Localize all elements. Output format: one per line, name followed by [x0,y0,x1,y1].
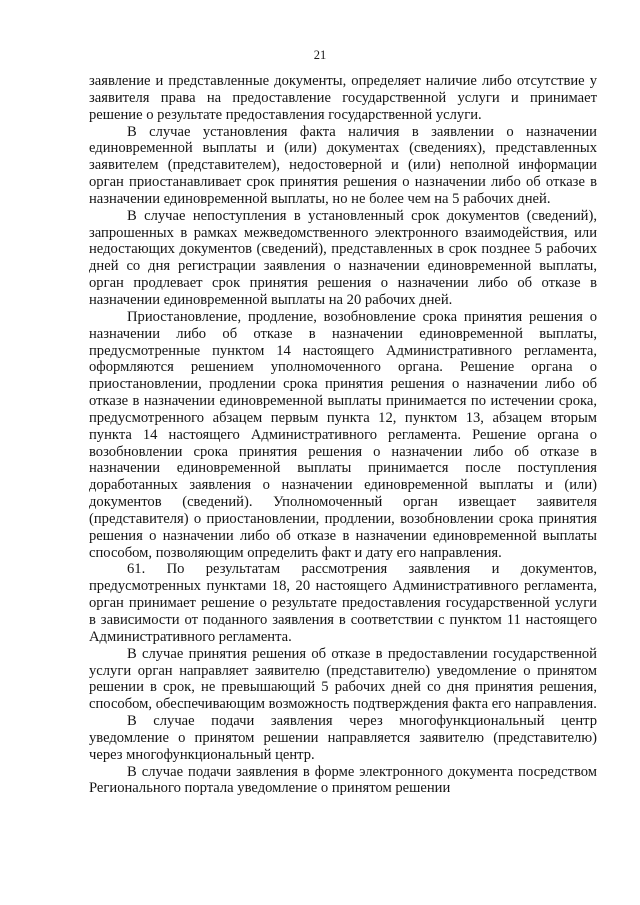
paragraph-portal-notice: В случае подачи заявления в форме электронного документа посредством Регионального портала уведомление о принятом решении [89,763,597,797]
paragraph-refusal-notice: В случае принятия решения об отказе в предоставлении государственной услуги орган направляет заявителю (представителю) уведомление о принятом решении в срок, не превышающий 5 рабочих дней со дня принятия решения, способом, обеспечивающим возможность подтверждения факта его направления. [89,645,597,713]
paragraph-mfc-notice: В случае подачи заявления через многофункциональный центр уведомление о принятом решении направляется заявителю (представителю) через многофункциональный центр. [89,713,597,763]
paragraph-suspension-of-term: В случае установления факта наличия в заявлении о назначении единовременной выплаты и (или) документах (сведениях), представленных заявителем (представителем), недостоверной и (или) неполной информации орган приостанавливает срок принятия решения о назначении либо об отказе в назначении единовременной выплаты, но не более чем на 5 рабочих дней. [89,123,597,207]
paragraph-extension-of-term: В случае непоступления в установленный срок документов (сведений), запрошенных в рамках межведомственного электронного взаимодействия, или недостающих документов (сведений), представленных в срок позднее 5 рабочих дней со дня регистрации заявления о назначении единовременной выплаты, орган продлевает срок принятия решения о назначении либо об отказе в назначении единовременной выплаты на 20 рабочих дней. [89,207,597,308]
document-body [89,73,597,797]
paragraph-continuation: заявление и представленные документы, определяет наличие либо отсутствие у заявителя права на предоставление государственной услуги и принимает решение о результате предоставления государственной услуги. [89,73,597,123]
page-number: 21 [313,48,327,62]
paragraph-clause-61: 61. По результатам рассмотрения заявления и документов, предусмотренных пунктами 18, 20 настоящего Административного регламента, орган принимает решение о результате предоставления государственной услуги в зависимости от поданного заявления в соответствии с пунктом 11 настоящего Административного регламента. [89,561,597,645]
paragraph-decision-formalization: Приостановление, продление, возобновление срока принятия решения о назначении либо об отказе в назначении единовременной выплаты, предусмотренные пунктом 14 настоящего Административного регламента, оформляются решением уполномоченного органа. Решение органа о приостановлении, продлении срока принятия решения о назначении либо об отказе в назначении единовременной выплаты принимается по истечении срока, предусмотренного абзацем первым пункта 12, пунктом 13, абзацем вторым пункта 14 настоящего Административного регламента. Решение органа о возобновлении срока принятия решения о назначении либо об отказе в назначении единовременной выплаты принимается после поступления доработанных заявления о назначении единовременной выплаты и (или) документов (сведений). Уполномоченный орган извещает заявителя (представителя) о приостановлении, продлении, возобновлении срока принятия решения о назначении либо об отказе в назначении единовременной выплаты способом, позволяющим определить факт и дату его направления. [89,308,597,561]
